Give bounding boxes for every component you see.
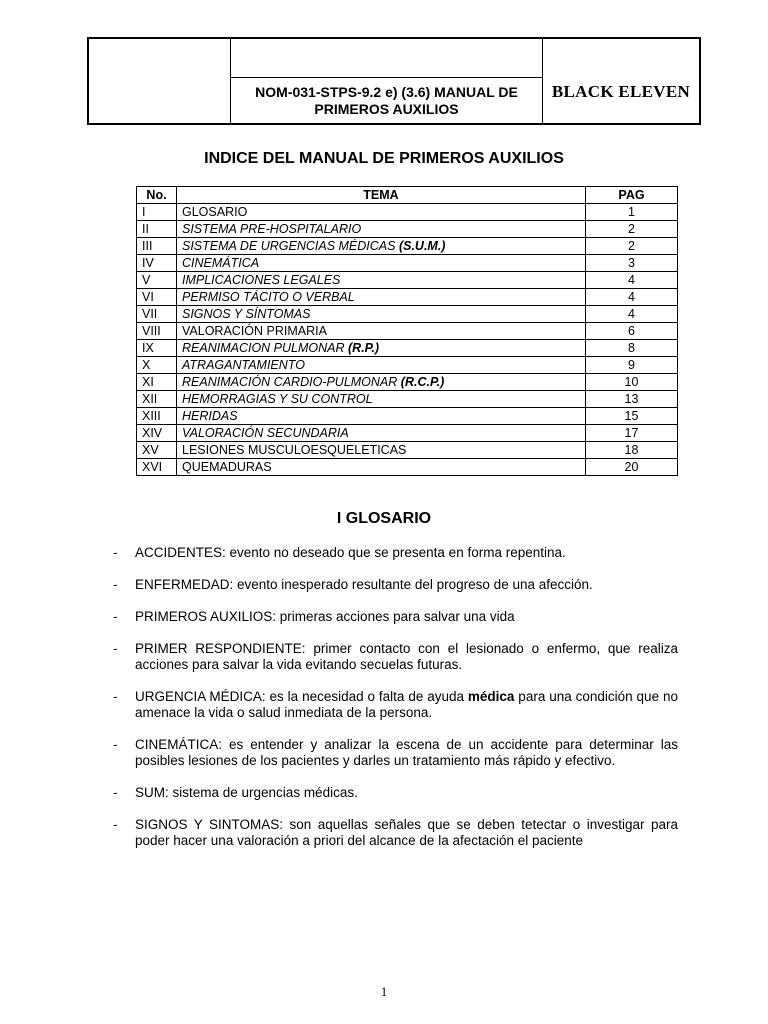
index-tema [177,323,586,340]
index-tema-text: SIGNOS Y SÍNTOMAS [182,307,311,321]
list-item [113,785,678,801]
definition-text: URGENCIA MÉDICA: es la necesidad o falta de ayuda [135,689,468,704]
list-item [113,689,678,721]
index-pag: 4 [586,272,678,289]
index-tema [177,255,586,272]
index-tema [177,221,586,238]
list-item [113,737,678,769]
header-title-top-blank [231,39,542,78]
index-pag: 9 [586,357,678,374]
bullet-dash: - [113,609,118,624]
table-row [137,374,678,391]
index-no: IV [137,255,177,272]
header-title-cell [231,39,543,123]
index-tema-text: ATRAGANTAMIENTO [182,358,305,372]
index-tema [177,289,586,306]
index-pag: 8 [586,340,678,357]
index-tema-text: LESIONES MUSCULOESQUELETICAS [182,443,407,457]
bullet-dash: - [113,641,118,656]
table-row [137,425,678,442]
index-pag: 20 [586,459,678,476]
index-pag: 2 [586,221,678,238]
glosario-definition [135,689,678,721]
header-company-cell [543,39,699,123]
document-header [87,37,701,125]
definition-text: ACCIDENTES: evento no deseado que se presenta en forma repentina. [135,545,566,560]
table-row [137,340,678,357]
index-tema-abbrev: (S.U.M.) [398,239,446,253]
index-pag: 4 [586,306,678,323]
index-tema-abbrev: (R.C.P.) [400,375,445,389]
index-tema-text: VALORACIÓN SECUNDARIA [182,426,349,440]
index-tema-text: QUEMADURAS [182,460,272,474]
index-no: XII [137,391,177,408]
list-item [113,609,678,625]
index-tema [177,442,586,459]
index-no: III [137,238,177,255]
index-tema-text: SISTEMA DE URGENCIAS MÉDICAS [182,239,399,253]
index-tema [177,459,586,476]
bullet-dash: - [113,817,118,832]
index-tema-text: REANIMACION PULMONAR [182,341,348,355]
list-item [113,817,678,849]
glosario-definition [135,641,678,673]
index-tema [177,340,586,357]
index-tema [177,391,586,408]
index-tema [177,238,586,255]
table-row [137,238,678,255]
index-tema-abbrev: (R.P.) [348,341,380,355]
index-tema [177,357,586,374]
index-no: VII [137,306,177,323]
definition-text-cont: para una condición que no amenace la vida o salud inmediata de la persona. [135,689,678,720]
index-pag: 1 [586,204,678,221]
index-tema-text: HERIDAS [182,409,238,423]
index-no: VIII [137,323,177,340]
index-no: IX [137,340,177,357]
table-row [137,442,678,459]
definition-text: SIGNOS Y SINTOMAS: son aquellas señales que se deben tetectar o investigar para poder hacer una valoración a priori del alcance de la afectación el paciente [135,817,678,848]
col-header-tema: TEMA [177,187,586,204]
glosario-definition [135,609,678,625]
index-no: X [137,357,177,374]
bullet-dash: - [113,577,118,592]
index-tema-text: CINEMÁTICA [182,256,260,270]
index-tema [177,408,586,425]
glosario-definition [135,737,678,769]
index-pag: 13 [586,391,678,408]
index-tema-text: VALORACIÓN PRIMARIA [182,324,327,338]
index-pag: 4 [586,289,678,306]
list-item [113,641,678,673]
index-no: VI [137,289,177,306]
index-no: XIV [137,425,177,442]
glosario-title: I GLOSARIO [336,510,432,527]
index-tema-text: PERMISO TÁCITO O VERBAL [182,290,355,304]
table-row [137,221,678,238]
index-no: XI [137,374,177,391]
col-header-no: No. [137,187,177,204]
index-tema [177,272,586,289]
index-header-row [137,187,678,204]
index-no: II [137,221,177,238]
index-tema [177,306,586,323]
index-pag: 15 [586,408,678,425]
glosario-list [113,545,678,865]
bullet-dash: - [113,545,118,560]
list-item [113,545,678,561]
definition-text: PRIMEROS AUXILIOS: primeras acciones para salvar una vida [135,609,515,624]
index-pag: 6 [586,323,678,340]
index-table [136,186,678,476]
index-pag: 18 [586,442,678,459]
index-pag: 3 [586,255,678,272]
bullet-dash: - [113,689,118,704]
company-name: BLACK ELEVEN [551,82,691,101]
table-row [137,408,678,425]
index-no: I [137,204,177,221]
index-tema [177,425,586,442]
page-number: 1 [380,984,388,999]
glosario-definition [135,785,678,801]
table-row [137,323,678,340]
definition-text: PRIMER RESPONDIENTE: primer contacto con el lesionado o enfermo, que realiza acciones para salvar la vida evitando secuelas futuras. [135,641,678,672]
definition-text: CINEMÁTICA: es entender y analizar la escena de un accidente para determinar las posibles lesiones de los pacientes y darles un tratamiento más rápido y efectivo. [135,737,678,768]
header-logo-cell [89,39,231,123]
index-tema [177,374,586,391]
index-no: XIII [137,408,177,425]
table-row [137,204,678,221]
list-item [113,577,678,593]
definition-text: ENFERMEDAD: evento inesperado resultante del progreso de una afección. [135,577,593,592]
index-title: INDICE DEL MANUAL DE PRIMEROS AUXILIOS [204,150,564,167]
table-row [137,459,678,476]
index-pag: 17 [586,425,678,442]
index-tema-text: REANIMACIÓN CARDIO-PULMONAR [182,375,401,389]
index-pag: 2 [586,238,678,255]
table-row [137,357,678,374]
table-row [137,272,678,289]
index-no: XV [137,442,177,459]
index-pag: 10 [586,374,678,391]
index-tema-text: IMPLICACIONES LEGALES [182,273,341,287]
glosario-definition [135,817,678,849]
table-row [137,391,678,408]
table-row [137,255,678,272]
col-header-pag: PAG [586,187,678,204]
definition-text: SUM: sistema de urgencias médicas. [135,785,358,800]
definition-bold: médica [467,689,515,704]
table-row [137,306,678,323]
bullet-dash: - [113,737,118,752]
table-row [137,289,678,306]
index-no: XVI [137,459,177,476]
index-tema-text: HEMORRAGIAS Y SU CONTROL [182,392,373,406]
index-tema-text: SISTEMA PRE-HOSPITALARIO [182,222,362,236]
index-tema [177,204,586,221]
glosario-definition [135,577,678,593]
index-no: V [137,272,177,289]
glosario-definition [135,545,678,561]
header-doc-code: NOM-031-STPS-9.2 e) (3.6) MANUAL DE PRIMEROS AUXILIOS [255,83,518,117]
index-tema-text: GLOSARIO [182,205,248,219]
bullet-dash: - [113,785,118,800]
